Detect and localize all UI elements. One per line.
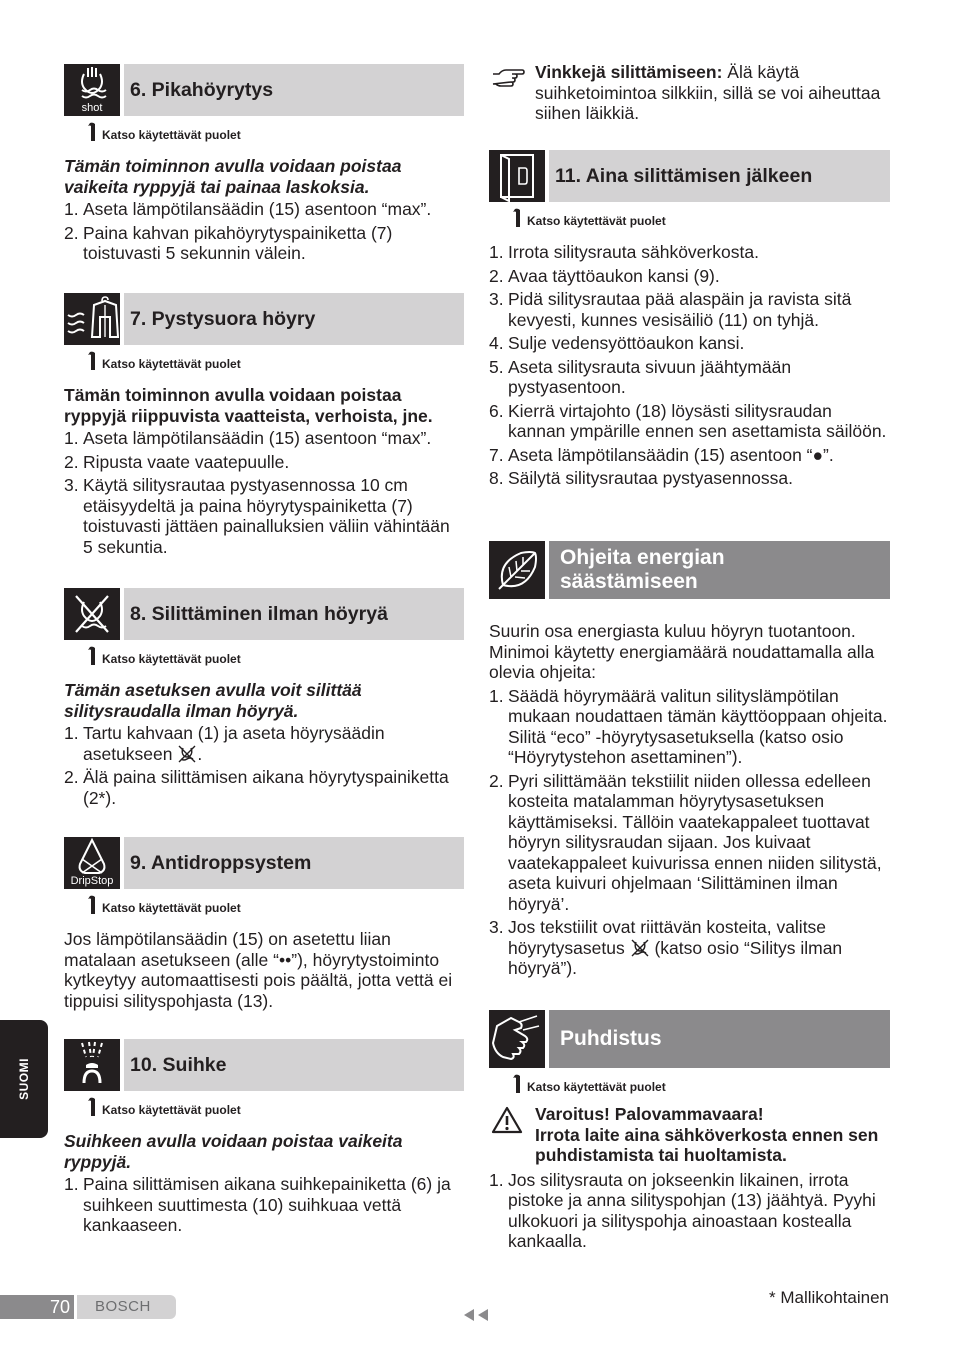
section-after-ironing [489, 150, 890, 492]
list-item: 2. Älä paina silittämisen aikana höyrytyspainiketta (2*). [64, 767, 449, 808]
list-item: 3. Jos tekstiilit ovat riittävän kosteita, valitse höyrytysasetus (katso osio “Silitys ilman höyryä”). [489, 917, 843, 978]
list-item: 1. Irrota silitysrauta sähköverkosta. [489, 242, 759, 262]
list-item: 7. Aseta lämpötilansäädin (15) asentoon “●”. [489, 444, 834, 465]
page-nav-arrows-icon [462, 1308, 492, 1322]
section-lead: Tämän asetuksen avulla voit silittää silitysraudalla ilman höyryä. [64, 680, 362, 721]
section-no-steam [64, 588, 464, 811]
section-header [64, 64, 464, 116]
cleaning-hand-icon [489, 1010, 545, 1068]
list-item: 3. Pidä silitysrautaa pää alaspäin ja ravista sitä kevyesti, kunnes vesisäiliö (11) on tyhjä. [489, 289, 852, 330]
spray-icon [64, 1039, 120, 1091]
iron-upright-arrow-icon [86, 350, 98, 370]
reference-note: Katso käytettävät puolet [64, 895, 464, 915]
section-header [489, 541, 890, 599]
list-item: 4. Sulje vedensyöttöaukon kansi. [489, 333, 745, 353]
warning-block [489, 1104, 890, 1166]
section-title: Puhdistus [549, 1010, 890, 1068]
steps-list [489, 686, 890, 979]
iron-upright-arrow-icon [86, 121, 98, 141]
no-steam-icon [630, 939, 650, 957]
steps-list [64, 199, 464, 264]
steps-list [64, 1174, 464, 1236]
vertical-steam-icon [64, 293, 120, 345]
steps-list [489, 242, 890, 489]
section-cleaning [489, 1010, 890, 1255]
list-item: 2. Pyri silittämään tekstiilit niiden ollessa edelleen kosteita matalamman höyrytysasetuksen käyttämiseksi. Tällöin vaatekappaleet tuottavat höyryn silitysraudan sijaan. Jos kuivaat vaatekappaleet kuivurissa ennen niiden silitystä, aseta kuivuri ohjelmaan ‘Silittäminen ilman höyryä’. [489, 770, 882, 914]
footnote: * Mallikohtainen [768, 1288, 889, 1307]
section-title: 9. Antidroppsystem [124, 837, 464, 889]
section-header [489, 150, 890, 202]
section-title: 6. Pikahöyrytys [124, 64, 464, 116]
list-item: 8. Säilytä silitysrautaa pystyasennossa. [489, 468, 793, 488]
section-lead: Suihkeen avulla voidaan poistaa vaikeita ryppyjä. [64, 1131, 403, 1172]
list-item: 2. Avaa täyttöaukon kansi (9). [489, 265, 720, 286]
list-item: 1. Aseta lämpötilansäädin (15) asentoon “max”. [64, 199, 432, 219]
section-lead: Tämän toiminnon avulla voidaan poistaa vaikeita ryppyjä tai painaa laskoksia. [64, 156, 402, 197]
no-steam-icon [64, 588, 120, 640]
list-item: 1. Säädä höyrymäärä valitun silityslämpötilan mukaan noudattaen tämän käyttöoppaan ohjeita. Silitä “eco” -höyrytysasetuksella (katso osio “Höyrytystehon asettaminen”). [489, 685, 888, 767]
reference-note: Katso käytettävät puolet [64, 351, 464, 371]
list-item: 1. Jos silitysrauta on jokseenkin likainen, irrota pistoke ja anna silityspohjan (13) jäähtyä. Pyyhi ulkokuori ja silityspohja ainoastaan kostealla kankaalla. [489, 1169, 876, 1251]
section-header [64, 588, 464, 640]
warning-text: Irrota laite aina sähköverkosta ennen sen puhdistamista tai huoltamista. [535, 1124, 879, 1165]
section-title: Ohjeita energian säästämiseen [549, 541, 760, 599]
reference-note: Katso käytettävät puolet [489, 208, 890, 228]
warning-title: Varoitus! Palovammavaara! [535, 1104, 764, 1124]
pointing-hand-icon [491, 66, 525, 88]
reference-note: Katso käytettävät puolet [64, 646, 464, 666]
reference-note: Katso käytettävät puolet [64, 122, 464, 142]
section-title: 8. Silittäminen ilman höyryä [124, 588, 464, 640]
section-header [64, 1039, 464, 1091]
section-title: 7. Pystysuora höyry [124, 293, 464, 345]
list-item: 1. Paina silittämisen aikana suihkepainiketta (6) ja suihkeen suuttimesta (10) suihkuaa vettä kankaaseen. [64, 1174, 451, 1235]
iron-upright-arrow-icon [86, 645, 98, 665]
section-vertical-steam [64, 293, 464, 560]
section-energy-saving [489, 541, 890, 982]
list-item: 1. Tartu kahvaan (1) ja aseta höyrysäädin asetukseen . [64, 723, 385, 764]
warning-triangle-icon [491, 1106, 523, 1134]
list-item: 2. Ripusta vaate vaatepuulle. [64, 451, 290, 472]
section-title: 10. Suihke [124, 1039, 464, 1091]
reference-note: Katso käytettävät puolet [64, 1097, 464, 1117]
tip-text: Vinkkejä silittämiseen: Älä käytä suihketoimintoa silkkiin, sillä se voi aiheuttaa siihen läikkiä. [535, 62, 881, 123]
icon-caption: DripStop [70, 875, 114, 887]
steps-list [489, 1170, 890, 1252]
section-body: Jos lämpötilansäädin (15) on asetettu liian matalaan asetukseen (alle “••”), höyrytystoiminto kytkeytyy automaattisesti pois päältä, jotta vettä ei tippuisi silityspohjasta (13). [64, 929, 453, 1011]
section-intro: Suurin osa energiasta kuluu höyryn tuotantoon. Minimoi käytetty energiamäärä noudattamalla alla olevia ohjeita: [489, 621, 875, 682]
steps-list [64, 428, 464, 557]
eco-leaf-icon [489, 541, 545, 599]
storage-cabinet-icon [489, 150, 545, 202]
list-item: 3. Käytä silitysrautaa pystyasennossa 10 cm etäisyydeltä ja paina höyrytyspainiketta (7) toistuvasti jättäen painalluksien väliin vähintään 5 sekuntia. [64, 475, 450, 557]
iron-upright-arrow-icon [511, 207, 523, 227]
iron-upright-arrow-icon [511, 1073, 523, 1093]
list-item: 1. Aseta lämpötilansäädin (15) asentoon “max”. [64, 428, 432, 448]
section-spray [64, 1039, 464, 1239]
section-header [64, 837, 464, 889]
language-tab: SUOMI [0, 1020, 48, 1138]
section-lead: Tämän toiminnon avulla voidaan poistaa ryppyjä riippuvista vaatteista, verhoista, jne. [64, 385, 433, 426]
steam-shot-icon [64, 64, 120, 116]
section-steam-shot [64, 64, 464, 267]
section-dripstop [64, 837, 464, 1011]
brand-label: BOSCH [77, 1295, 176, 1319]
section-header [64, 293, 464, 345]
icon-caption: shot [81, 102, 103, 114]
dripstop-icon [64, 837, 120, 889]
iron-upright-arrow-icon [86, 1096, 98, 1116]
section-header [489, 1010, 890, 1068]
page-number: 70 [0, 1295, 74, 1319]
list-item: 2. Paina kahvan pikahöyrytyspainiketta (7) toistuvasti 5 sekunnin välein. [64, 222, 393, 263]
steps-list [64, 723, 464, 808]
no-steam-icon [177, 745, 197, 763]
list-item: 5. Aseta silitysrauta sivuun jäähtymään pystyasentoon. [489, 356, 792, 397]
reference-note: Katso käytettävät puolet [489, 1074, 890, 1094]
section-title: 11. Aina silittämisen jälkeen [549, 150, 890, 202]
iron-upright-arrow-icon [86, 894, 98, 914]
list-item: 6. Kierrä virtajohto (18) löysästi silitysraudan kannan ympärille ennen sen asettamista säilöön. [489, 400, 887, 441]
